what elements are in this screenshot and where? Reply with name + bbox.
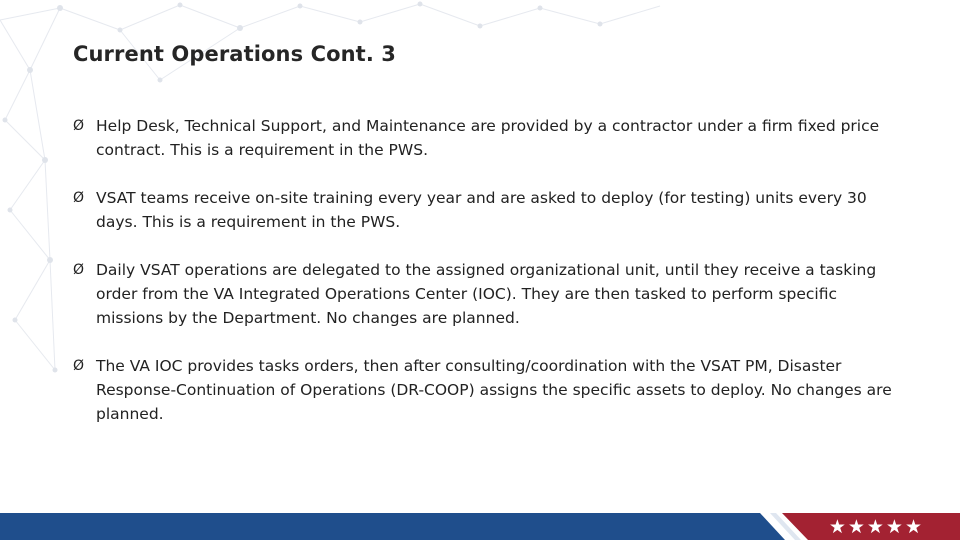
bullet-text: Help Desk, Technical Support, and Maintenance are provided by a contractor under a firm fixed price contract. This is a requirement in the PWS.	[96, 117, 880, 159]
bullet-text: VSAT teams receive on-site training every year and are asked to deploy (for testing) units every 30 days. This is a requirement in the PWS.	[96, 189, 867, 231]
bullet-text: Daily VSAT operations are delegated to the assigned organizational unit, until they receive a tasking order from the VA Integrated Operations Center (IOC). They are then tasked to perform specific missions by the Department. No changes are planned.	[96, 261, 877, 327]
arrow-bullet-icon: Ø	[73, 262, 85, 278]
footer-stripe-bar	[0, 513, 960, 540]
bullet-item	[73, 186, 903, 234]
bullet-item	[73, 114, 903, 162]
arrow-bullet-icon: Ø	[73, 358, 85, 374]
five-stars-icon: ★★★★★	[828, 516, 924, 538]
arrow-bullet-icon: Ø	[73, 190, 85, 206]
bullet-item	[73, 258, 903, 330]
bullet-text: The VA IOC provides tasks orders, then after consulting/coordination with the VSAT PM, Disaster Response-Continuation of Operations (DR-COOP) assigns the specific assets to deploy. No changes are planned.	[96, 357, 892, 423]
bullet-list	[73, 114, 903, 426]
bullet-item	[73, 354, 903, 426]
arrow-bullet-icon: Ø	[73, 118, 85, 134]
slide-title: Current Operations Cont. 3	[73, 42, 397, 66]
